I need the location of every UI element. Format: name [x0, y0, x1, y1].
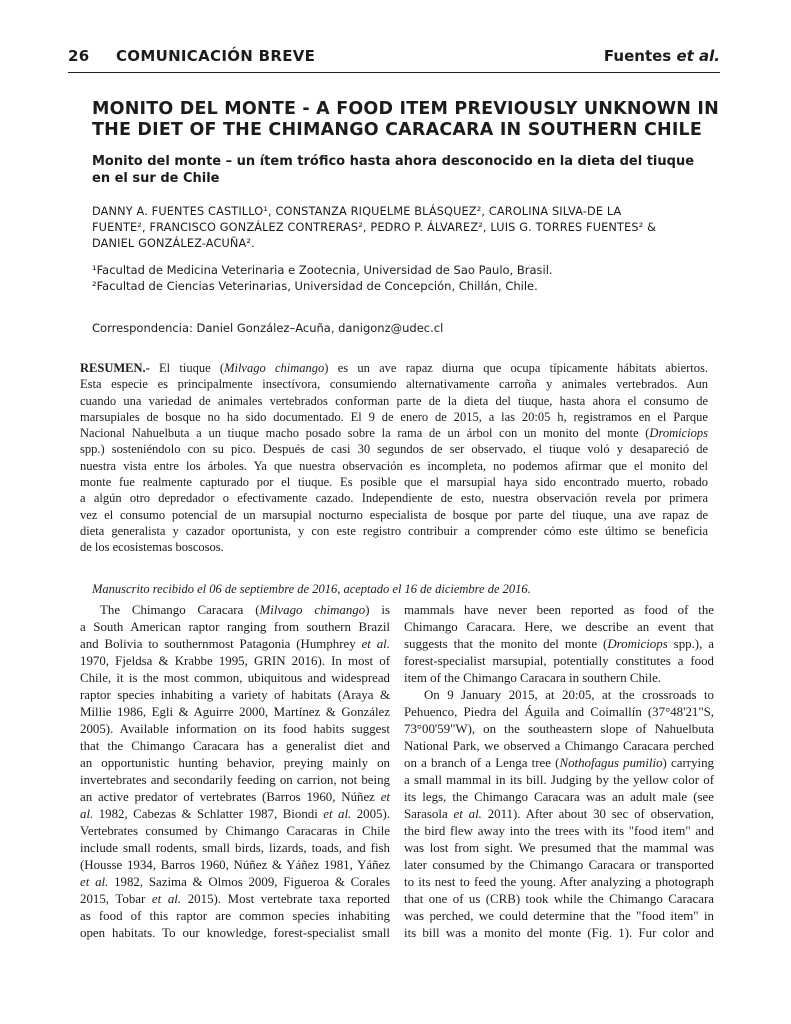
title-line: THE DIET OF THE CHIMANGO CARACARA IN SOUTHERN CHILE	[92, 120, 703, 140]
resumen-abstract	[80, 360, 708, 556]
body-line: Chimango Caracara. Here, we describe an event that	[404, 620, 714, 634]
body-line: Chile, it is the most common, ubiquitous and widespread	[80, 671, 390, 685]
body-line: item of the Chimango Caracara in southern Chile.	[404, 671, 662, 685]
resumen-line: a algún otro depredador o efectivamente cazado. Independiente de esto, nuestra observación revela por primera	[80, 491, 708, 506]
resumen-line: Esta especie es principalmente insectívora, consumiendo alternativamente carroña y animales vertebrados. Aun	[80, 377, 708, 392]
body-line: Vertebrates consumed by Chimango Caracaras in Chile	[80, 824, 390, 838]
body-line: 2015, Tobar et al. 2015). Most vertebrate taxa reported	[80, 892, 390, 906]
body-line: that the Chimango Caracara has a generalist diet and	[80, 739, 390, 753]
body-line: an active predator of vertebrates (Barros 1960, Núñez et	[80, 790, 390, 804]
body-column-left	[80, 602, 390, 942]
body-line: mammals have never been reported as food of the	[404, 603, 714, 617]
resumen-line: spp.) sosteniéndolo con su pico. Después de casi 30 segundos de ser observado, el tiuque voló y desapareció de	[80, 442, 708, 457]
body-line: On 9 January 2015, at 20:05, at the crossroads to	[424, 688, 714, 702]
body-line: Sarasola et al. 2011). After about 30 sec of observation,	[404, 807, 714, 821]
author-line: DANIEL GONZÁLEZ-ACUÑA².	[92, 237, 255, 250]
body-line: invertebrates and secondarily feeding on carrion, not being	[80, 773, 390, 787]
body-line: National Park, we observed a Chimango Caracara perched	[404, 739, 714, 753]
body-line: its legs, the Chimango Caracara was an adult male (see	[404, 790, 714, 804]
resumen-line: dieta generalista y cazador oportunista, y con este registro contribuir a comprender cómo este último se beneficia	[80, 523, 708, 538]
affiliation-1: ¹Facultad de Medicina Veterinaria e Zootecnia, Universidad de Sao Paulo, Brasil.	[92, 263, 553, 277]
body-line: was lost from sight. We presumed that the mammal was	[404, 841, 714, 855]
article-subtitle-spanish	[92, 153, 722, 187]
title-line: MONITO DEL MONTE - A FOOD ITEM PREVIOUSLY UNKNOWN IN	[92, 99, 719, 119]
body-line: on a branch of a Lenga tree (Nothofagus pumilio) carrying	[404, 756, 715, 770]
body-line: open habitats. To our knowledge, forest-specialist small	[80, 926, 390, 940]
body-line: to its nest to feed the young. After analyzing a photograph	[404, 875, 714, 889]
resumen-line: nuestra vista entre los árboles. Ya que nuestra observación es incompleta, no podemos afirmar que el monito del	[80, 458, 708, 473]
running-head-authors	[604, 47, 720, 65]
body-line: The Chimango Caracara (Milvago chimango) is	[100, 603, 390, 617]
body-line: 1970, Fjeldsa & Krabbe 1995, GRIN 2016). In most of	[80, 654, 390, 668]
body-line: a South American raptor ranging from southern Brazil	[80, 620, 390, 634]
body-line: an opportunistic hunting behavior, preying mainly on	[80, 756, 390, 770]
body-line: suggests that the monito del monte (Dromiciops spp.), a	[404, 637, 715, 651]
body-line: as food of this raptor are common species inhabiting	[80, 909, 390, 923]
body-line: that one of us (CRB) took while the Chimango Caracara	[404, 892, 714, 906]
body-line: the bird flew away into the trees with its "food item" and	[404, 824, 714, 838]
body-line: 2005). Available information on its food habits suggest	[80, 722, 390, 736]
resumen-line: monte fue realmente capturado por el tiuque. Es posible que el marsupial haya sido encontrado muerto, robado	[80, 475, 708, 490]
page-number: 26	[68, 47, 90, 65]
body-line: forest-specialist marsupial, potentially constitutes a food	[404, 654, 714, 668]
subtitle-line: en el sur de Chile	[92, 171, 220, 186]
resumen-line: marsupiales de bosque no ha sido documentado. El 9 de enero de 2015, a las 20:05 h, registramos en el Parque	[80, 409, 708, 424]
body-line: 73°00'59"W), on the southeastern slope of Nahuelbuta	[404, 722, 714, 736]
body-line: later consumed by the Chimango Caracara or transported	[404, 858, 714, 872]
body-line: raptor species inhabiting a variety of habitats (Araya &	[80, 688, 390, 702]
resumen-line: RESUMEN.- El tiuque (Milvago chimango) es un ave rapaz diurna que ocupa típicamente hábitats abiertos.	[80, 361, 709, 375]
resumen-line: vez el consumo potencial de un marsupial nocturno especialista de bosque por parte del tiuque, una ave rapaz de	[80, 507, 708, 522]
resumen-lead: RESUMEN.-	[80, 361, 150, 375]
body-line: Pehuenco, Piedra del Águila and Coimallín (37°48'21"S,	[404, 705, 714, 719]
body-line: (Housse 1934, Barros 1960, Núñez & Yáñez 1981, Yáñez	[80, 858, 390, 872]
body-line: and Bolivia to southernmost Patagonia (Humphrey et al.	[80, 637, 390, 651]
et-al: et al.	[676, 47, 720, 65]
body-line: a small mammal in its bill. Judging by the yellow color of	[404, 773, 714, 787]
body-line: al. 1982, Cabezas & Schlatter 1987, Biondi et al. 2005).	[80, 807, 390, 821]
subtitle-line: Monito del monte – un ítem trófico hasta ahora desconocido en la dieta del tiuque	[92, 154, 695, 169]
header-rule	[68, 72, 720, 73]
affiliation-2: ²Facultad de Ciencias Veterinarias, Universidad de Concepción, Chillán, Chile.	[92, 279, 538, 293]
manuscript-dates: Manuscrito recibido el 06 de septiembre de 2016, aceptado el 16 de diciembre de 2016.	[92, 582, 531, 596]
body-line: Millie 1986, Egli & Aguirre 2000, Martínez & González	[80, 705, 390, 719]
resumen-line: cuando una variedad de animales vertebrados conforman parte de la dieta del tiuque, hasta ahora el consumo de	[80, 393, 708, 408]
resumen-line: de los ecosistemas boscosos.	[80, 540, 224, 555]
body-line: was perched, we could determine that the "food item" in	[404, 909, 714, 923]
body-line: include small rodents, small birds, lizards, toads, and fish	[80, 841, 390, 855]
body-line: its bill was a monito del monte (Fig. 1). Fur color and	[404, 926, 714, 940]
author-line: FUENTE², FRANCISCO GONZÁLEZ CONTRERAS², PEDRO P. ÁLVAREZ², LUIS G. TORRES FUENTES² &	[92, 221, 657, 234]
author-list	[92, 204, 722, 252]
first-author-surname: Fuentes	[603, 47, 672, 65]
affiliations	[92, 262, 722, 294]
running-head	[68, 47, 720, 69]
body-line: et al. 1982, Sazima & Olmos 2009, Figueroa & Corales	[80, 875, 390, 889]
author-line: DANNY A. FUENTES CASTILLO¹, CONSTANZA RIQUELME BLÁSQUEZ², CAROLINA SILVA-DE LA	[92, 205, 622, 218]
resumen-line: Nacional Nahuelbuta a un tiuque macho posado sobre la rama de un árbol con un monito del monte (Dromiciops	[80, 426, 708, 441]
article-title	[92, 99, 722, 141]
body-column-right	[404, 602, 714, 942]
correspondence: Correspondencia: Daniel González–Acuña, danigonz@udec.cl	[92, 321, 444, 335]
section-label: COMUNICACIÓN BREVE	[116, 47, 316, 65]
